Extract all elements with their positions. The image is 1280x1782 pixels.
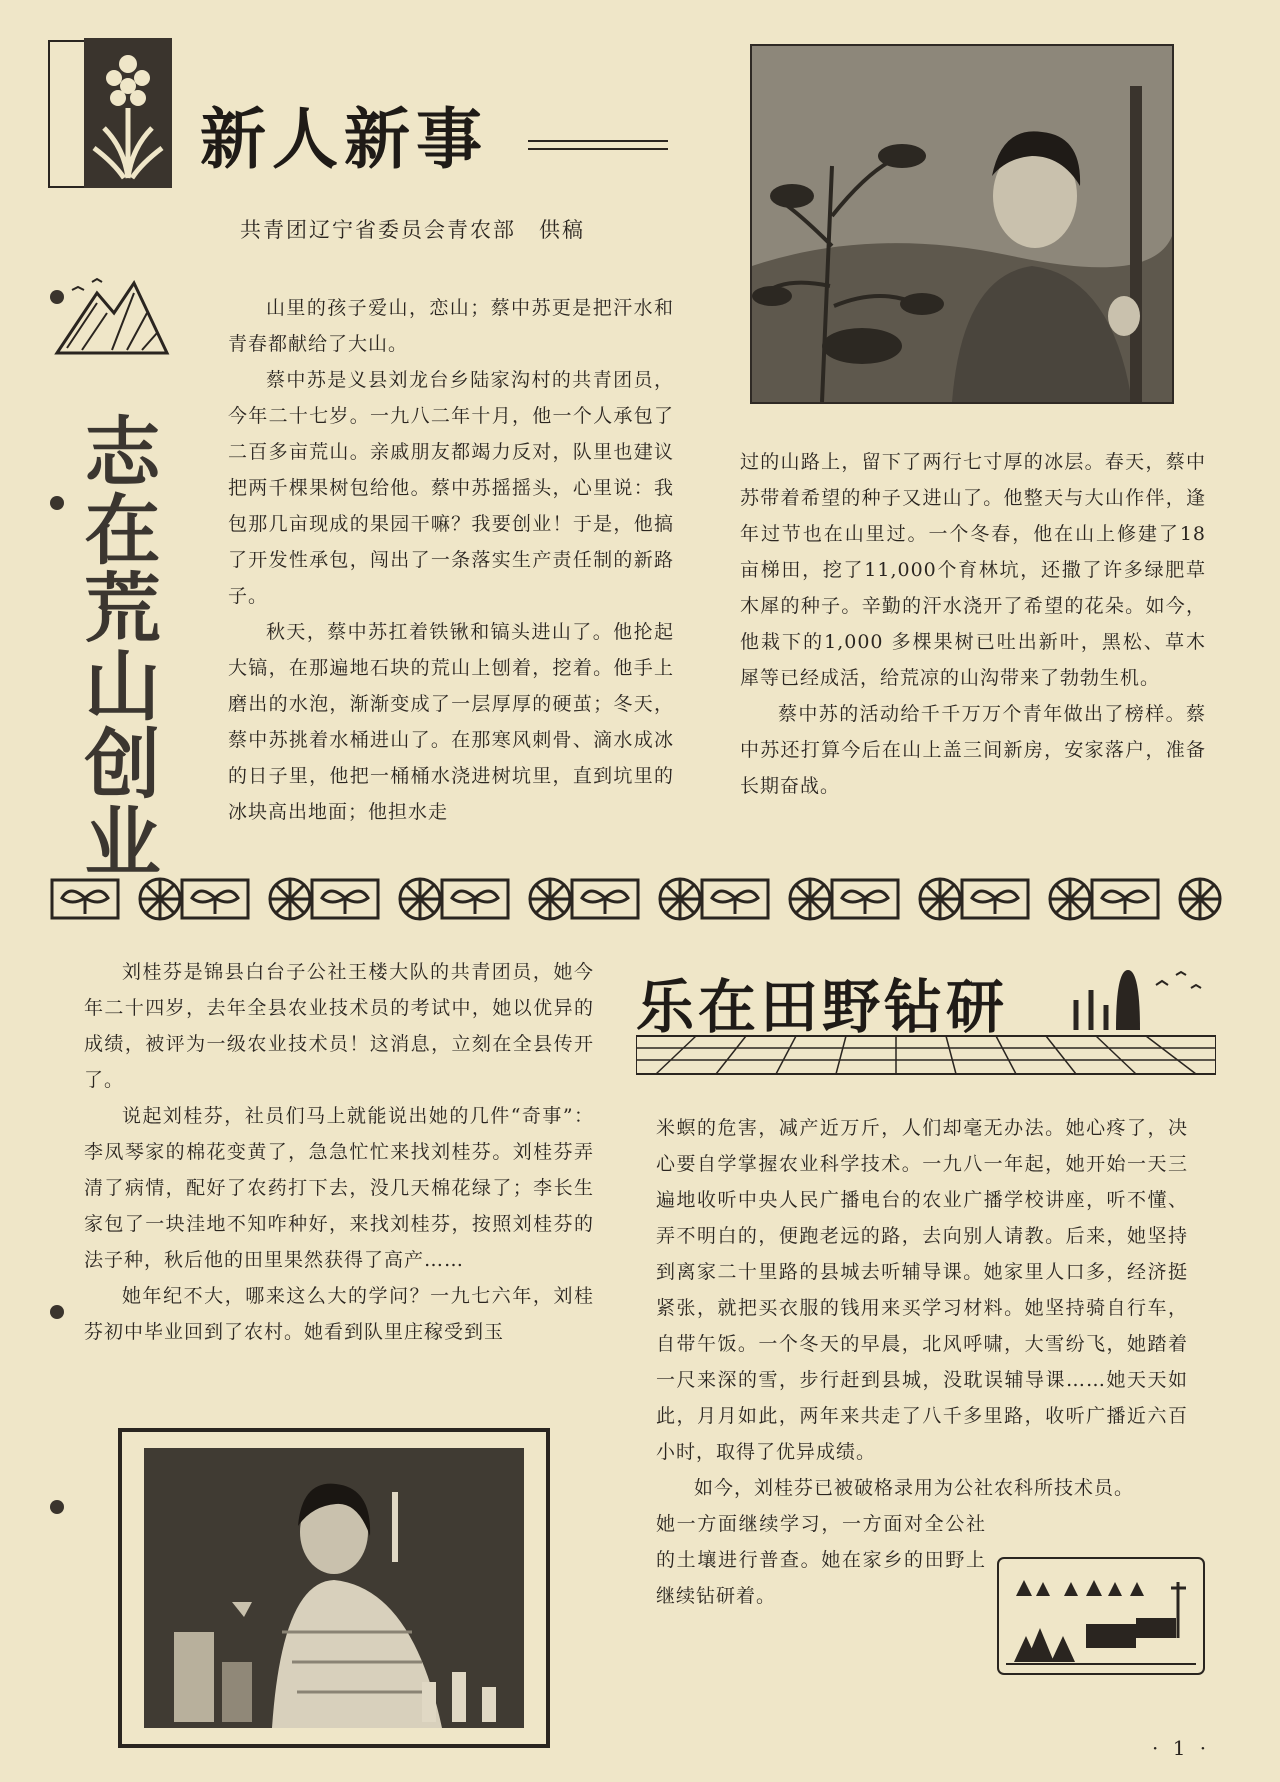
article2-paragraph: 说起刘桂芬，社员们马上就能说出她的几件“奇事”：李凤琴家的棉花变黄了，急急忙忙来找刘桂芬。刘桂芬弄清了病情，配好了农药打下去，没几天棉花绿了；李长生家包了一块洼地不知咋种好，来找刘桂芬，按照刘桂芬的法子种，秋后他的田里果然获得了高产…… (84, 1105, 594, 1271)
article1-paragraph: 山里的孩子爱山，恋山；蔡中苏更是把汗水和青春都献给了大山。 (228, 297, 674, 355)
page-number: · 1 · (1152, 1736, 1211, 1760)
article1-paragraph: 秋天，蔡中苏扛着铁锹和镐头进山了。他抡起大镐，在那遍地石块的荒山上刨着，挖着。他手上磨出的水泡，渐渐变成了一层厚厚的硬茧；冬天，蔡中苏挑着水桶进山了。在那寒风刺骨、滴水成冰的日子里，他把一桶桶水浇进树坑里，直到坑里的冰块高出地面；他担水走 (228, 621, 674, 823)
article1-left-column (228, 290, 674, 830)
article2-paragraph: 她一方面继续学习，一方面对全公社的土壤进行普查。她在家乡的田野上继续钻研着。 (656, 1513, 986, 1607)
photo-young-man-with-sapling (750, 44, 1174, 404)
field-header-illustration (636, 960, 1216, 1076)
article2-left-column (84, 954, 594, 1350)
article1-paragraph: 蔡中苏的活动给千千万万个青年做出了榜样。蔡中苏还打算今后在山上盖三间新房，安家落户，准备长期奋战。 (740, 703, 1206, 797)
article1-paragraph: 蔡中苏是义县刘龙台乡陆家沟村的共青团员，今年二十七岁。一九八二年十月，他一个人承包了二百多亩荒山。亲戚朋友都竭力反对，队里也建议把两千棵果树包给他。蔡中苏摇摇头，心里说：我包那几亩现成的果园干嘛？我要创业！于是，他搞了开发性承包，闯出了一条落实生产责任制的新路子。 (228, 369, 674, 607)
credit-line: 共青团辽宁省委员会青农部 供稿 (240, 218, 585, 242)
village-illustration-icon (996, 1556, 1206, 1676)
column-title: 新人新事 (200, 101, 488, 178)
binding-hole (50, 496, 64, 510)
article1-paragraph: 过的山路上，留下了两行七寸厚的冰层。春天，蔡中苏带着希望的种子又进山了。他整天与大山作伴，逢年过节也在山里过。一个冬春，他在山上修建了18亩梯田，挖了11,000个育林坑，还撒了许多绿肥草木犀的种子。辛勤的汗水浇开了希望的花朵。如今，他栽下的1,000 多棵果树已吐出新叶，黑松、草木犀等已经成活，给荒凉的山沟带来了勃勃生机。 (740, 451, 1206, 689)
article2-paragraph: 她年纪不大，哪来这么大的学问？一九七六年，刘桂芬初中毕业回到了农村。她看到队里庄稼受到玉 (84, 1285, 594, 1343)
article2-right-column (656, 1110, 1188, 1614)
article1-title: 志在荒山创业 (72, 412, 161, 880)
binding-hole (50, 1500, 64, 1514)
article2-paragraph: 刘桂芬是锦县白台子公社王楼大队的共青团员，她今年二十四岁，去年全县农业技术员的考试中，她以优异的成绩，被评为一级农业技术员！这消息，立刻在全县传开了。 (84, 961, 594, 1091)
ornamental-divider (50, 876, 1230, 924)
flower-logo-icon (84, 38, 172, 188)
mountain-illustration-icon (52, 268, 172, 358)
photo-frame (118, 1428, 550, 1748)
binding-hole (50, 1305, 64, 1319)
article2-paragraph: 如今，刘桂芬已被破格录用为公社农科所技术员。 (694, 1477, 1135, 1499)
article1-right-column (740, 444, 1206, 804)
article2-paragraph: 米螟的危害，减产近万斤，人们却毫无办法。她心疼了，决心要自学掌握农业科学技术。一九八一年起，她开始一天三遍地收听中央人民广播电台的农业广播学校讲座，听不懂、弄不明白的，便跑老远的路，去向别人请教。后来，她坚持到离家二十里路的县城去听辅导课。她家里人口多，经济挺紧张，就把买衣服的钱用来买学习材料。她坚持骑自行车，自带午饭。一个冬天的早晨，北风呼啸，大雪纷飞，她踏着一尺来深的雪，步行赶到县城，没耽误辅导课……她天天如此，月月如此，两年来共走了八千多里路，收听广播近六百小时，取得了优异成绩。 (656, 1117, 1188, 1463)
article2-title: 乐在田野钻研 (636, 973, 1009, 1041)
